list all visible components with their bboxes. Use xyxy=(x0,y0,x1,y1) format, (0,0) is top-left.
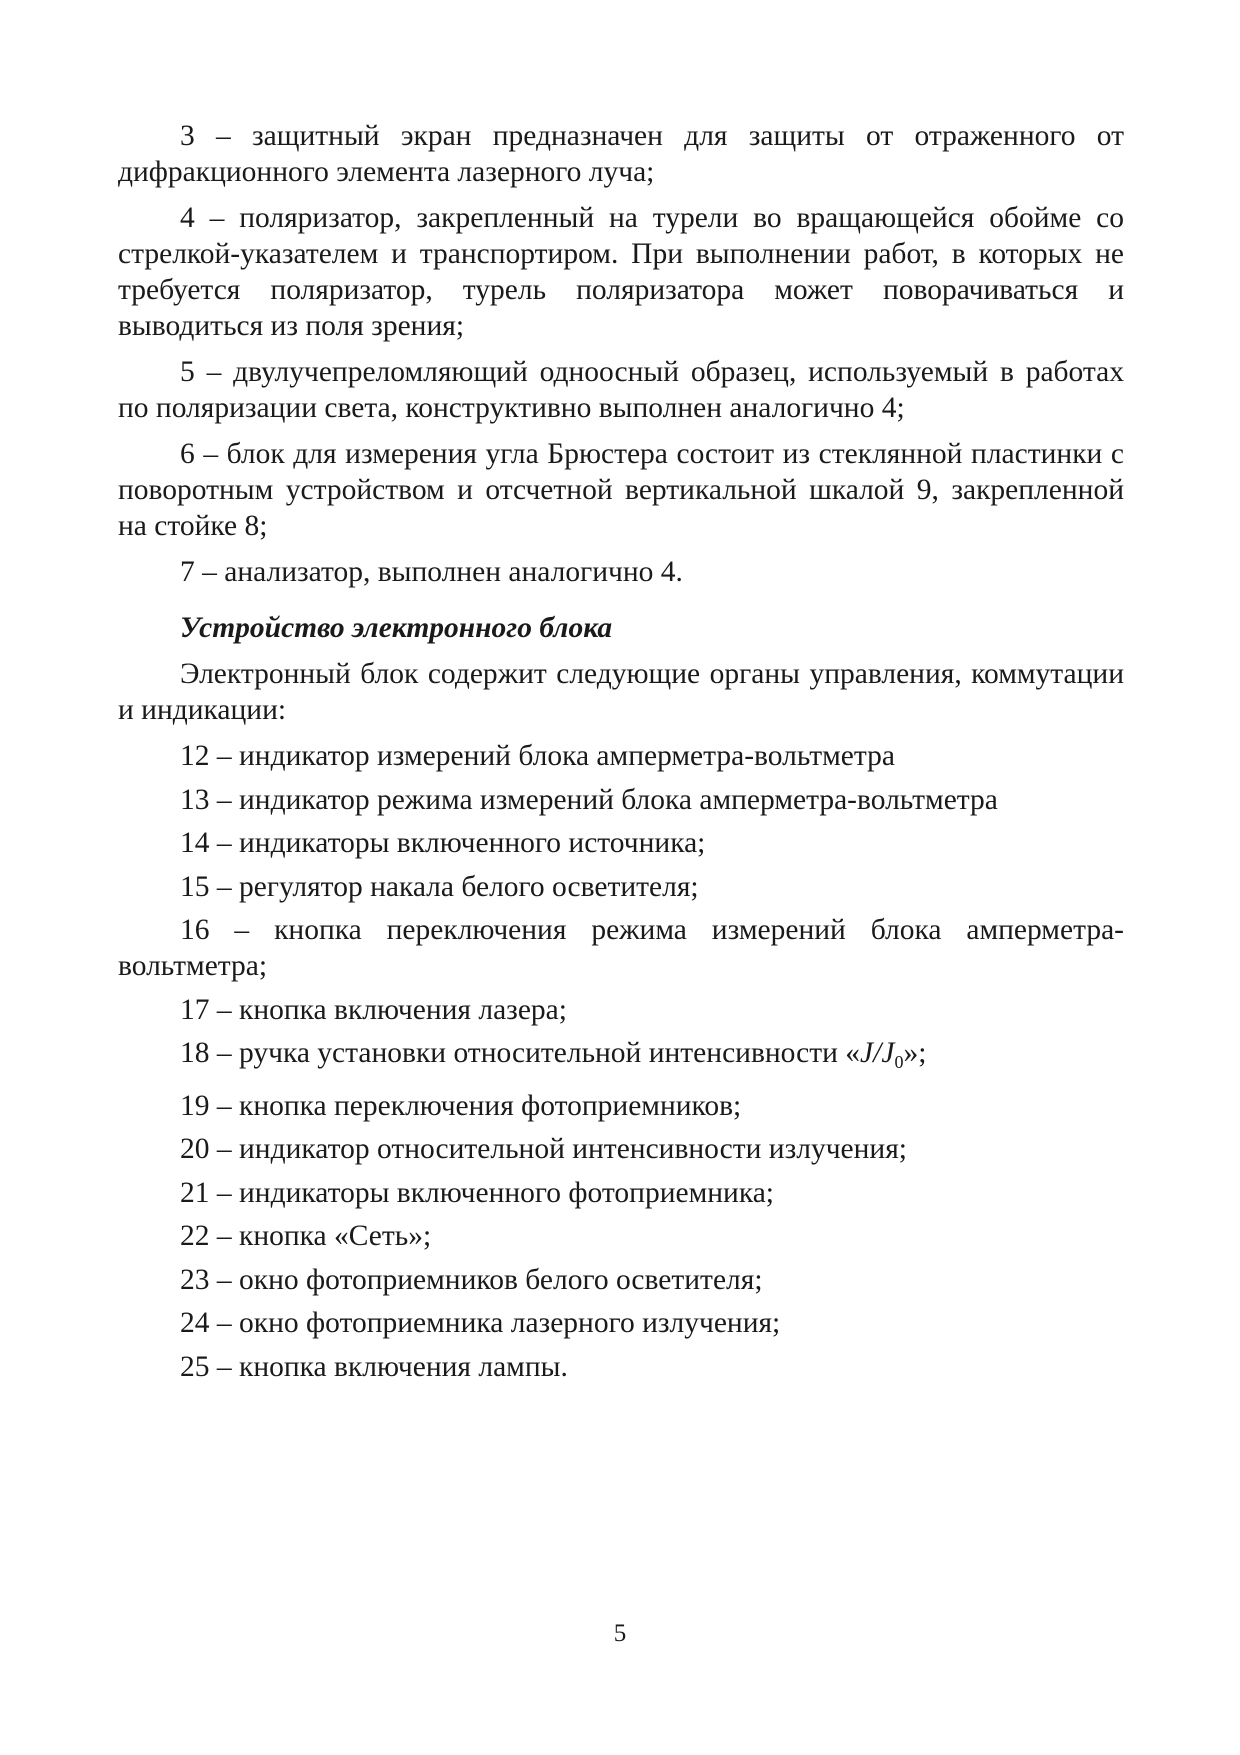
list-item-18 xyxy=(118,1035,1124,1080)
item-18-subscript: 0 xyxy=(894,1052,904,1072)
document-page xyxy=(118,118,1124,1392)
paragraph-item-4: 4 – поляризатор, закрепленный на турели во вращающейся обойме со стрелкой-указателем и транспортиром. При выполнении работ, в которых не требуется поляризатор, турель поляризатора может поворачиваться и выводиться из поля зрения; xyxy=(118,202,1124,342)
item-18-j0: J xyxy=(881,1037,895,1069)
list-item: 13 – индикатор режима измерений блока амперметра-вольтметра xyxy=(180,783,998,816)
list-item: 22 – кнопка «Сеть»; xyxy=(180,1220,432,1252)
list-item: 14 – индикаторы включенного источника; xyxy=(180,827,706,859)
paragraph-item-3: 3 – защитный экран предназначен для защиты от отраженного от дифракционного элемента лазерного луча; xyxy=(118,120,1124,188)
item-18-j: J xyxy=(860,1037,874,1069)
list-item: 21 – индикаторы включенного фотоприемника; xyxy=(180,1176,774,1209)
intro-paragraph: Электронный блок содержит следующие органы управления, коммутации и индикации: xyxy=(118,658,1124,726)
item-18-suffix: »; xyxy=(903,1037,927,1069)
controls-list xyxy=(118,738,1124,1385)
list-item: 17 – кнопка включения лазера; xyxy=(180,993,567,1026)
paragraph-item-7: 7 – анализатор, выполнен аналогично 4. xyxy=(180,556,683,588)
list-item: 23 – окно фотоприемников белого осветителя; xyxy=(180,1263,763,1296)
item-18-prefix: 18 – ручка установки относительной интенсивности « xyxy=(180,1037,861,1069)
list-item: 16 – кнопка переключения режима измерений блока амперметра-вольтметра; xyxy=(118,914,1124,982)
list-item: 20 – индикатор относительной интенсивности излучения; xyxy=(180,1133,907,1165)
paragraph-item-6: 6 – блок для измерения угла Брюстера состоит из стеклянной пластинки с поворотным устройством и отсчетной вертикальной шкалой 9, закрепленной на стойке 8; xyxy=(118,438,1124,542)
list-item: 15 – регулятор накала белого осветителя; xyxy=(180,870,699,903)
list-item: 12 – индикатор измерений блока амперметра-вольтметра xyxy=(180,740,895,772)
list-item: 25 – кнопка включения лампы. xyxy=(180,1350,568,1383)
list-item: 19 – кнопка переключения фотоприемников; xyxy=(180,1089,742,1122)
item-18-slash: / xyxy=(873,1037,882,1069)
section-heading: Устройство электронного блока xyxy=(180,612,613,644)
paragraph-item-5: 5 – двулучепреломляющий одноосный образец, используемый в работах по поляризации света, конструктивно выполнен аналогично 4; xyxy=(118,356,1124,424)
page-number: 5 xyxy=(613,1620,627,1647)
list-item: 24 – окно фотоприемника лазерного излучения; xyxy=(180,1307,781,1339)
